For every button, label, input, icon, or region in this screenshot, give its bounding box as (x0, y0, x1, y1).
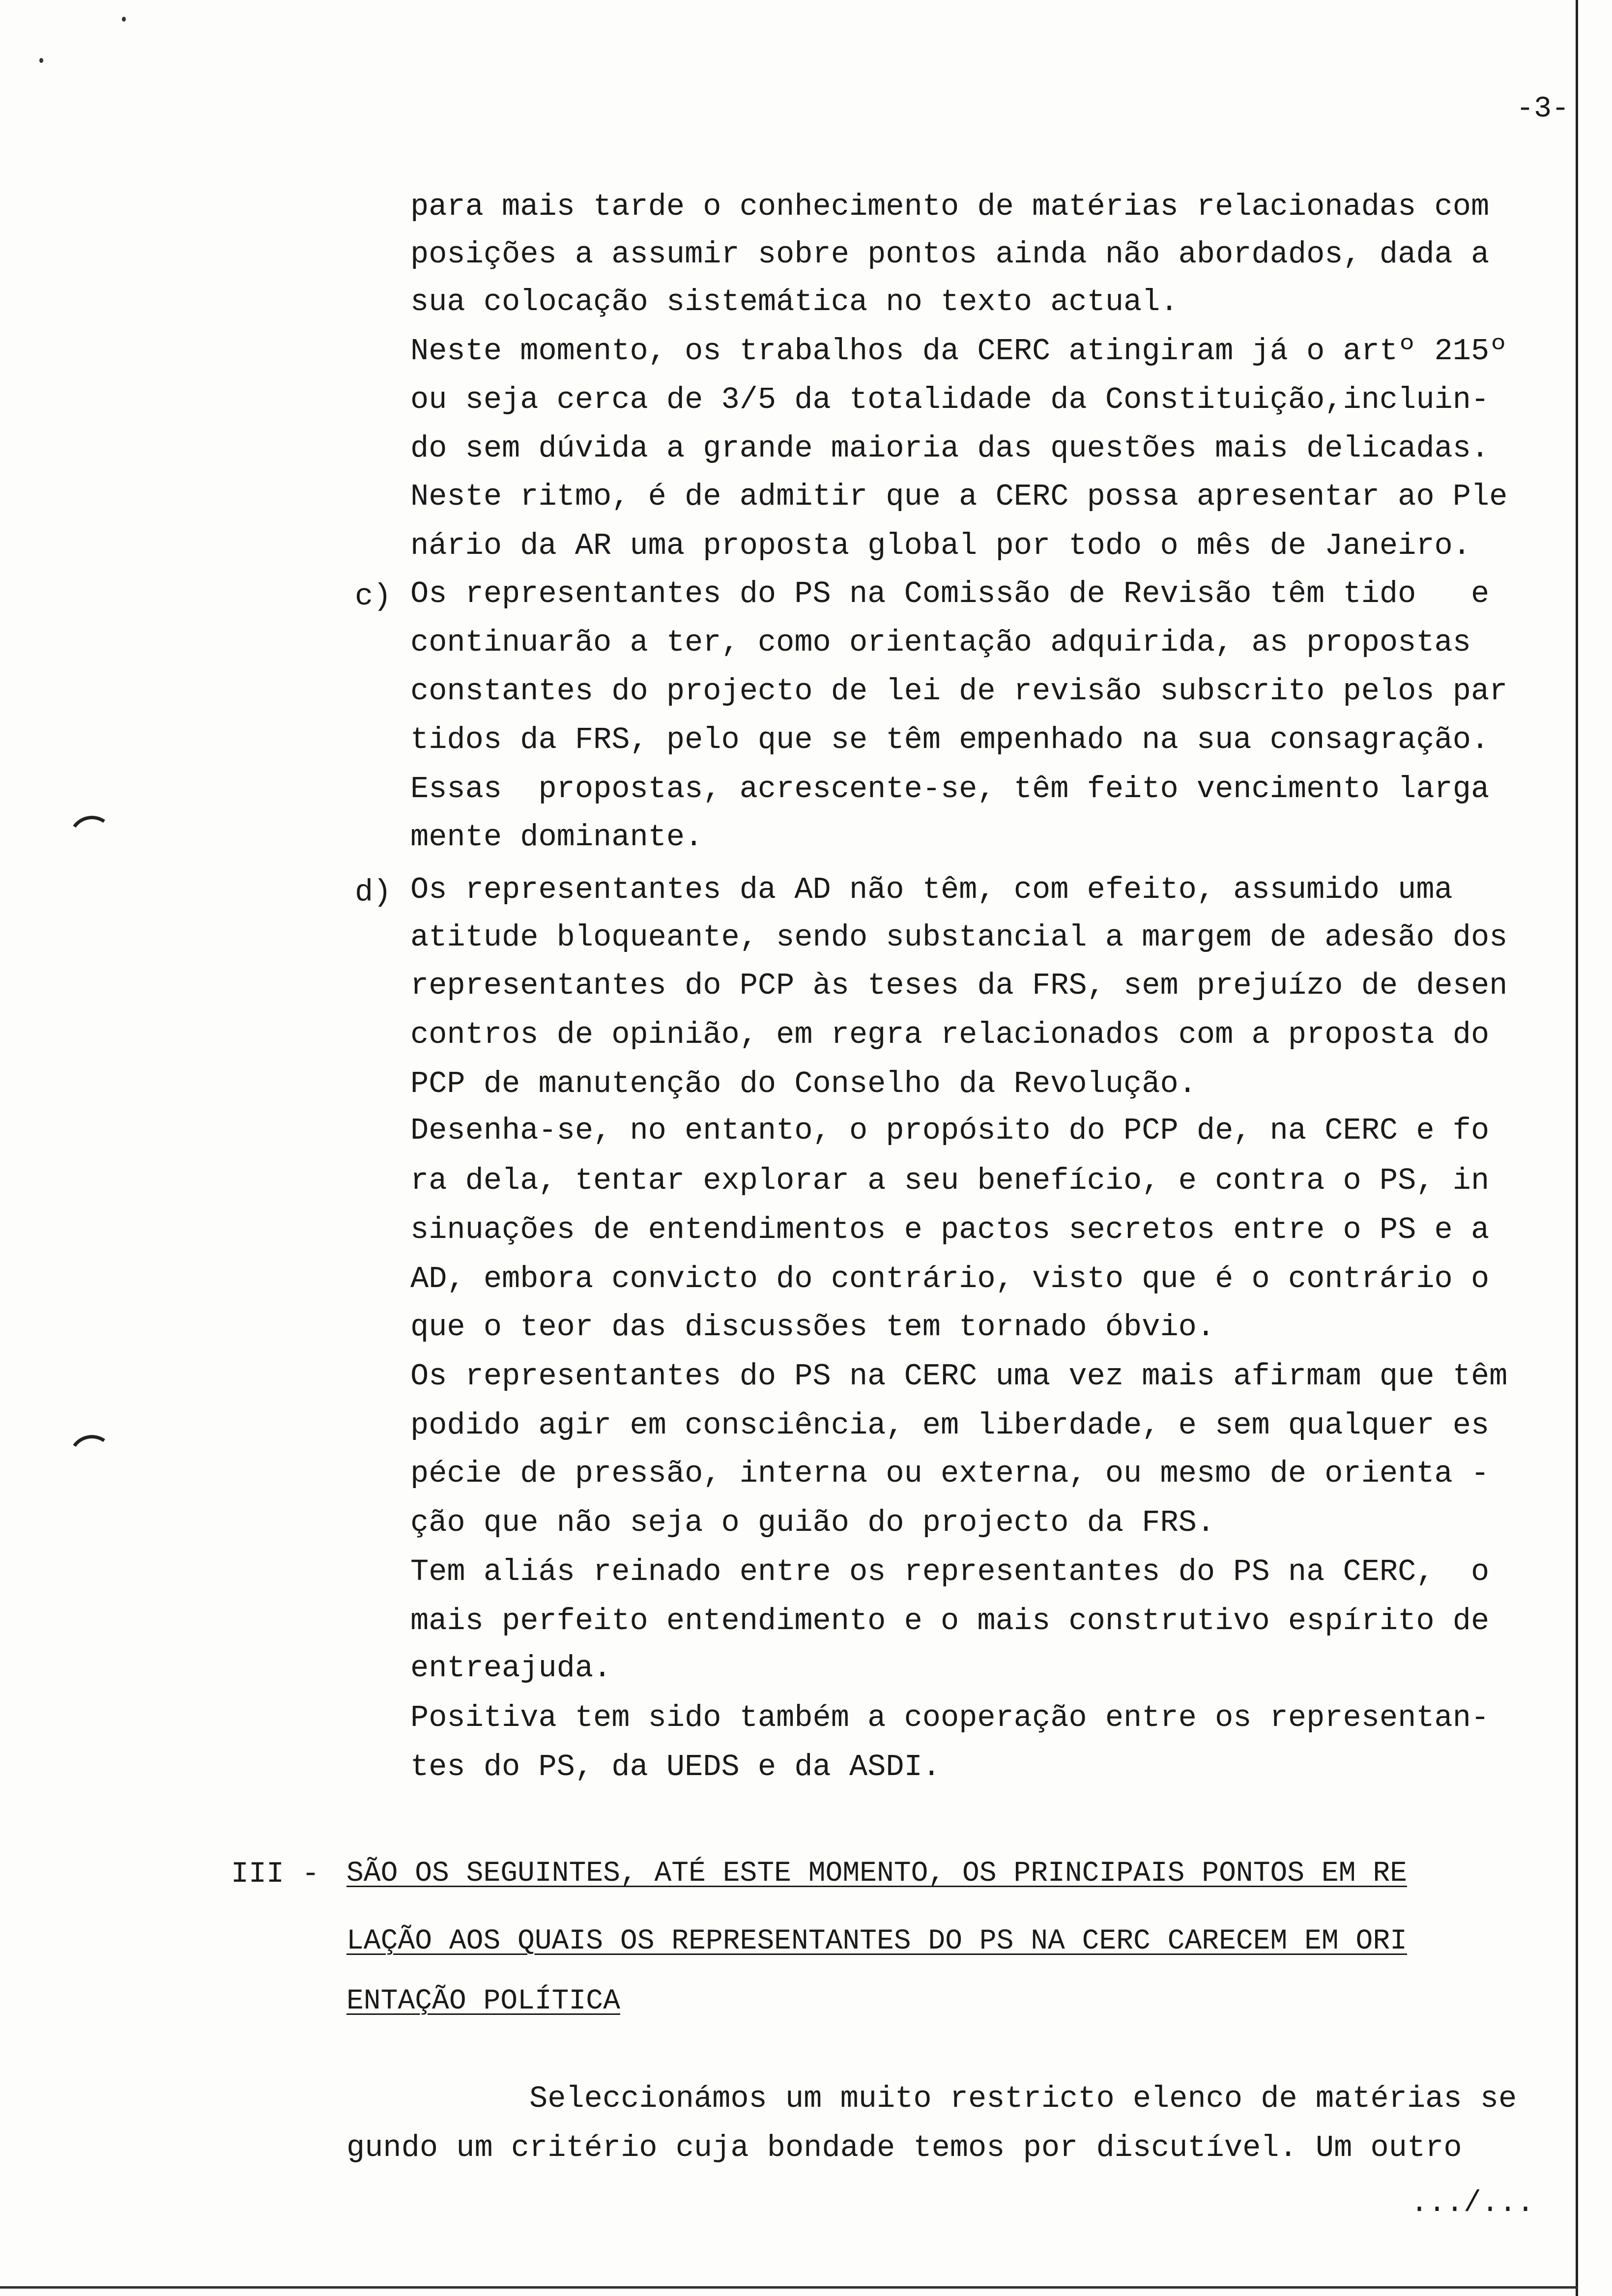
text-line: constantes do projecto de lei de revisão subscrito pelos par (410, 674, 1508, 709)
text-line: podido agir em consciência, em liberdade, e sem qualquer es (410, 1408, 1490, 1443)
text-line: Essas propostas, acrescente-se, têm feito vencimento larga (410, 772, 1490, 806)
page-number: -3- (1516, 92, 1570, 126)
text-line: entreajuda. (410, 1651, 612, 1686)
text-line: Tem aliás reinado entre os representantes do PS na CERC, o (410, 1554, 1490, 1589)
text-line: sinuações de entendimentos e pactos secretos entre o PS e a (410, 1212, 1490, 1247)
text-line: Desenha-se, no entanto, o propósito do PCP de, na CERC e fo (410, 1113, 1490, 1148)
text-line: atitude bloqueante, sendo substancial a margem de adesão dos (410, 920, 1508, 955)
scan-speck (39, 58, 43, 63)
section-heading-line: SÃO OS SEGUINTES, ATÉ ESTE MOMENTO, OS PRINCIPAIS PONTOS EM RE (346, 1858, 1407, 1890)
text-line: representantes do PCP às teses da FRS, sem prejuízo de desen (410, 968, 1508, 1003)
text-line: tes do PS, da UEDS e da ASDI. (410, 1750, 941, 1784)
text-line: Neste ritmo, é de admitir que a CERC possa apresentar ao Ple (410, 479, 1508, 514)
text-line: Positiva tem sido também a cooperação entre os representan- (410, 1700, 1490, 1735)
text-line: sua colocação sistemática no texto actual. (410, 285, 1179, 319)
text-line: gundo um critério cuja bondade temos por discutível. Um outro (346, 2130, 1462, 2165)
scan-speck (122, 17, 126, 22)
page-edge-line (1576, 0, 1578, 2296)
continuation-mark: .../... (1410, 2187, 1535, 2220)
text-line: Neste momento, os trabalhos da CERC atingiram já o artº 215º (410, 334, 1508, 369)
text-line: Os representantes da AD não têm, com efeito, assumido uma (410, 872, 1453, 907)
text-line: do sem dúvida a grande maioria das questões mais delicadas. (410, 431, 1490, 466)
text-line: Seleccionámos um muito restricto elenco de matérias se (346, 2081, 1517, 2116)
item-label: d) (355, 875, 392, 910)
text-line: tidos da FRS, pelo que se têm empenhado na sua consagração. (410, 722, 1490, 757)
punch-hole-icon (65, 1432, 119, 1485)
text-line: continuarão a ter, como orientação adquirida, as propostas (410, 625, 1471, 660)
text-line: mais perfeito entendimento e o mais construtivo espírito de (410, 1604, 1490, 1638)
text-line: ou seja cerca de 3/5 da totalidade da Constituição,incluin- (410, 382, 1490, 417)
bottom-rule (0, 2286, 1578, 2289)
text-line: que o teor das discussões tem tornado óbvio. (410, 1310, 1215, 1345)
item-label: c) (355, 579, 392, 614)
text-line: PCP de manutenção do Conselho da Revolução. (410, 1066, 1197, 1101)
text-line: mente dominante. (410, 820, 703, 855)
text-line: Os representantes do PS na Comissão de Revisão têm tido e (410, 576, 1490, 611)
punch-hole-icon (65, 812, 119, 866)
text-line: posições a assumir sobre pontos ainda não abordados, dada a (410, 237, 1490, 272)
text-line: para mais tarde o conhecimento de matérias relacionadas com (410, 189, 1490, 224)
text-line: ção que não seja o guião do projecto da FRS. (410, 1505, 1215, 1540)
text-line: Os representantes do PS na CERC uma vez mais afirmam que têm (410, 1359, 1508, 1394)
text-line: AD, embora convicto do contrário, visto que é o contrário o (410, 1262, 1490, 1296)
section-heading-line: LAÇÃO AOS QUAIS OS REPRESENTANTES DO PS NA CERC CARECEM EM ORI (346, 1925, 1407, 1957)
text-line: ra dela, tentar explorar a seu benefício, e contra o PS, in (410, 1163, 1490, 1198)
text-line: contros de opinião, em regra relacionados com a proposta do (410, 1017, 1490, 1052)
section-heading-line: ENTAÇÃO POLÍTICA (346, 1985, 620, 2017)
section-number: III - (231, 1858, 320, 1891)
text-line: nário da AR uma proposta global por todo o mês de Janeiro. (410, 528, 1471, 563)
text-line: pécie de pressão, interna ou externa, ou mesmo de orienta - (410, 1456, 1490, 1491)
